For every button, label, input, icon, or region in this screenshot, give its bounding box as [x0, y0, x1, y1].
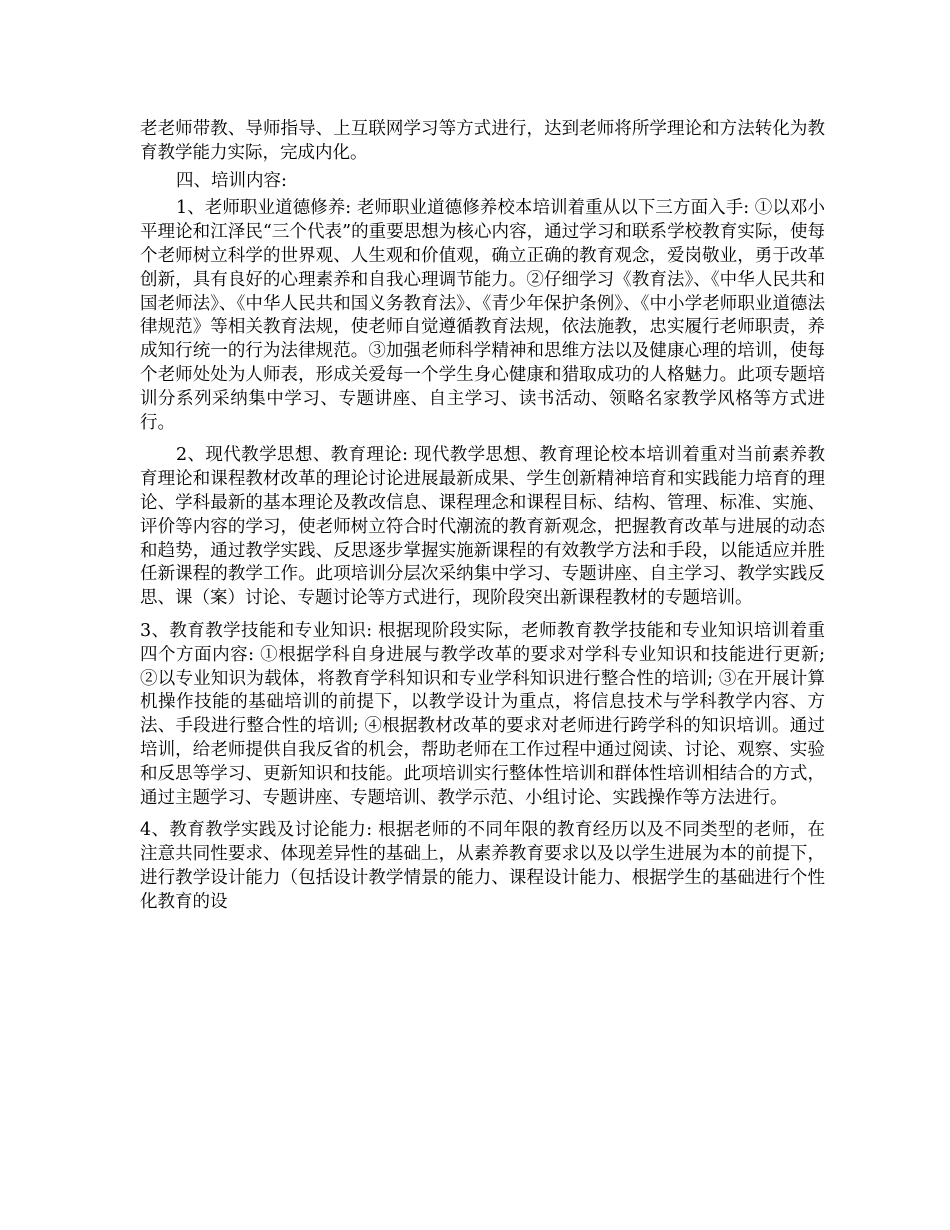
- document-page: [140, 118, 825, 915]
- section-heading-training-content: 四、培训内容:: [176, 170, 287, 191]
- paragraph-modern-teaching-thought: 2、现代教学思想、教育理论: 现代教学思想、教育理论校本培训着重对当前素养教育理论和课程教材改革的理论讨论进展最新成果、学生创新精神培育和实践能力培育的理论、学科最新的基本理论及教改信息、课程理念和课程目标、结构、管理、标准、实施、评价等内容的学习，使老师树立符合时代潮流的教育新观念，把握教育改革与进展的动态和趋势，通过教学实践、反思逐步掌握实施新课程的有效教学方法和手段，以能适应并胜任新课程的教学工作。此项培训分层次采纳集中学习、专题讲座、自主学习、教学实践反思、课（案）讨论、专题讨论等方式进行，现阶段突出新课程教材的专题培训。: [140, 445, 825, 609]
- paragraph-teaching-practice: 4、教育教学实践及讨论能力: 根据老师的不同年限的教育经历以及不同类型的老师，在注意共同性要求、体现差异性的基础上，从素养教育要求以及以学生进展为本的前提下，进行教学设计能力（包括设计教学情景的能力、课程设计能力、根据学生的基础进行个性化教育的设: [140, 820, 825, 912]
- paragraph-teaching-skills: 3、教育教学技能和专业知识: 根据现阶段实际，老师教育教学技能和专业知识培训着重四个方面内容: ①根据学科自身进展与教学改革的要求对学科专业知识和技能进行更新; ②以专业知识为载体，将教育学科知识和专业学科知识进行整合性的培训; ③在开展计算机操作技能的基础培训的前提下，以教学设计为重点，将信息技术与学科教学内容、方法、手段进行整合性的培训; ④根据教材改革的要求对老师进行跨学科的知识培训。通过培训，给老师提供自我反省的机会，帮助老师在工作过程中通过阅读、讨论、观察、实验和反思等学习、更新知识和技能。此项培训实行整体性培训和群体性培训相结合的方式，通过主题学习、专题讲座、专题培训、教学示范、小组讨论、实践操作等方法进行。: [140, 620, 825, 808]
- paragraph-professional-ethics: 1、老师职业道德修养: 老师职业道德修养校本培训着重从以下三方面入手: ①以邓小平理论和江泽民“三个代表”的重要思想为核心内容，通过学习和联系学校教育实际，使每个老师树立科学的世界观、人生观和价值观，确立正确的教育观念，爱岗敬业，勇于改革创新，具有良好的心理素养和自我心理调节能力。②仔细学习《教育法》、《中华人民共和国老师法》、《中华人民共和国义务教育法》、《青少年保护条例》、《中小学老师职业道德法律规范》等相关教育法规，使老师自觉遵循教育法规，依法施教，忠实履行老师职责，养成知行统一的行为法律规范。③加强老师科学精神和思维方法以及健康心理的培训，使每个老师处处为人师表，形成关爱每一个学生身心健康和猎取成功的人格魅力。此项专题培训分系列采纳集中学习、专题讲座、自主学习、读书活动、领略名家教学风格等方式进行。: [140, 198, 825, 433]
- paragraph-continuation: 老老师带教、导师指导、上互联网学习等方式进行，达到老师将所学理论和方法转化为教育教学能力实际，完成内化。: [140, 119, 825, 163]
